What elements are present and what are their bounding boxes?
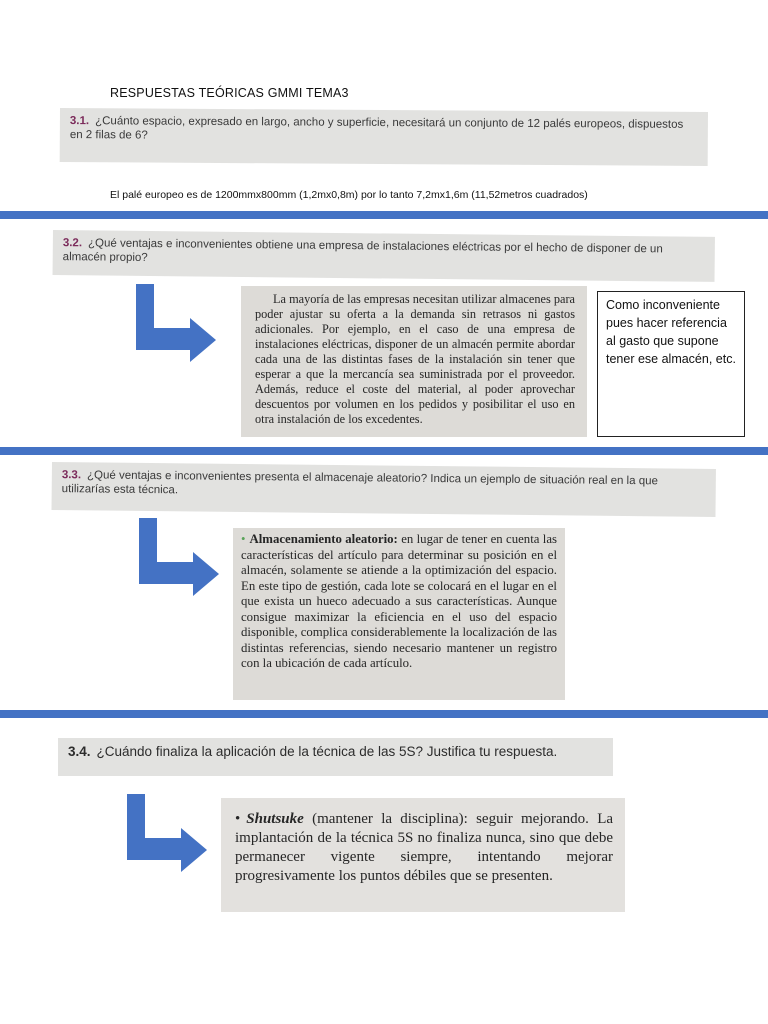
question-3-1 bbox=[60, 108, 708, 166]
answer-3-1: El palé europeo es de 1200mmx800mm (1,2mx0,8m) por lo tanto 7,2mx1,6m (11,52metros cuadrados) bbox=[110, 189, 588, 201]
question-3-2 bbox=[53, 230, 715, 282]
question-text: ¿Qué ventajas e inconvenientes obtiene una empresa de instalaciones eléctricas por el hecho de disponer de un almacén propio? bbox=[62, 237, 663, 264]
book-excerpt-text: en lugar de tener en cuenta las características del artículo para determinar su posición en el almacén, solamente se atiende a la optimización del espacio. En este tipo de gestión, cada lote se colocará en el lugar en el que exista un hueco adecuado a sus características. Aunque consigue maximizar la eficiencia en el uso del espacio disponible, complica considerablemente la localización de las distintas referencias, siendo necesario mantener un registro con la ubicación de cada artículo. bbox=[241, 532, 557, 670]
page-title: RESPUESTAS TEÓRICAS GMMI TEMA3 bbox=[110, 86, 349, 100]
bullet-icon: • bbox=[235, 811, 241, 827]
bullet-icon: • bbox=[241, 532, 246, 546]
section-separator bbox=[0, 447, 768, 455]
arrow-right-icon bbox=[137, 518, 227, 598]
arrow-right-icon bbox=[134, 284, 224, 364]
note-box bbox=[597, 291, 745, 437]
question-text: ¿Cuándo finaliza la aplicación de la técnica de las 5S? Justifica tu respuesta. bbox=[96, 744, 558, 759]
book-excerpt-3-4 bbox=[221, 798, 625, 912]
book-excerpt-text: (mantener la disciplina): seguir mejorando. La implantación de la técnica 5S no finaliza nunca, sino que debe permanecer vigente siempre, intentando mejorar progresivamente los puntos débiles que se presenten. bbox=[235, 811, 614, 884]
book-term: Almacenamiento aleatorio: bbox=[249, 532, 398, 546]
question-3-3 bbox=[51, 462, 715, 517]
book-term: Shutsuke bbox=[246, 811, 304, 827]
question-number: 3.1. bbox=[69, 115, 90, 128]
book-excerpt-3-2 bbox=[241, 286, 587, 437]
question-text: ¿Cuánto espacio, expresado en largo, ancho y superficie, necesitará un conjunto de 12 palés europeos, dispuestos en 2 filas de 6? bbox=[69, 115, 684, 142]
question-number: 3.3. bbox=[61, 469, 82, 482]
question-number: 3.2. bbox=[62, 237, 83, 250]
note-text: Como inconveniente pues hacer referencia al gasto que supone tener ese almacén, etc. bbox=[606, 298, 736, 366]
question-3-4 bbox=[58, 738, 613, 776]
question-text: ¿Qué ventajas e inconvenientes presenta el almacenaje aleatorio? Indica un ejemplo de situación real en la que utilizarías esta técnica. bbox=[61, 469, 658, 497]
arrow-right-icon bbox=[125, 794, 215, 874]
section-separator bbox=[0, 710, 768, 718]
book-excerpt-3-3 bbox=[233, 528, 565, 700]
book-excerpt-text: La mayoría de las empresas necesitan utilizar almacenes para poder ajustar su oferta a la demanda sin retrasos ni gastos adicionales. Por ejemplo, en el caso de una empresa de instalaciones eléctricas, disponer de un almacén permite abordar cada una de las distintas fases de la instalación sin tener que esperar a que la mercancía sea suministrada por el proveedor. Además, reduce el coste del material, al poder aprovechar descuentos por volumen en los pedidos y posibilitar el uso en otra instalación de los excedentes. bbox=[255, 292, 575, 426]
question-number: 3.4. bbox=[68, 744, 91, 759]
section-separator bbox=[0, 211, 768, 219]
